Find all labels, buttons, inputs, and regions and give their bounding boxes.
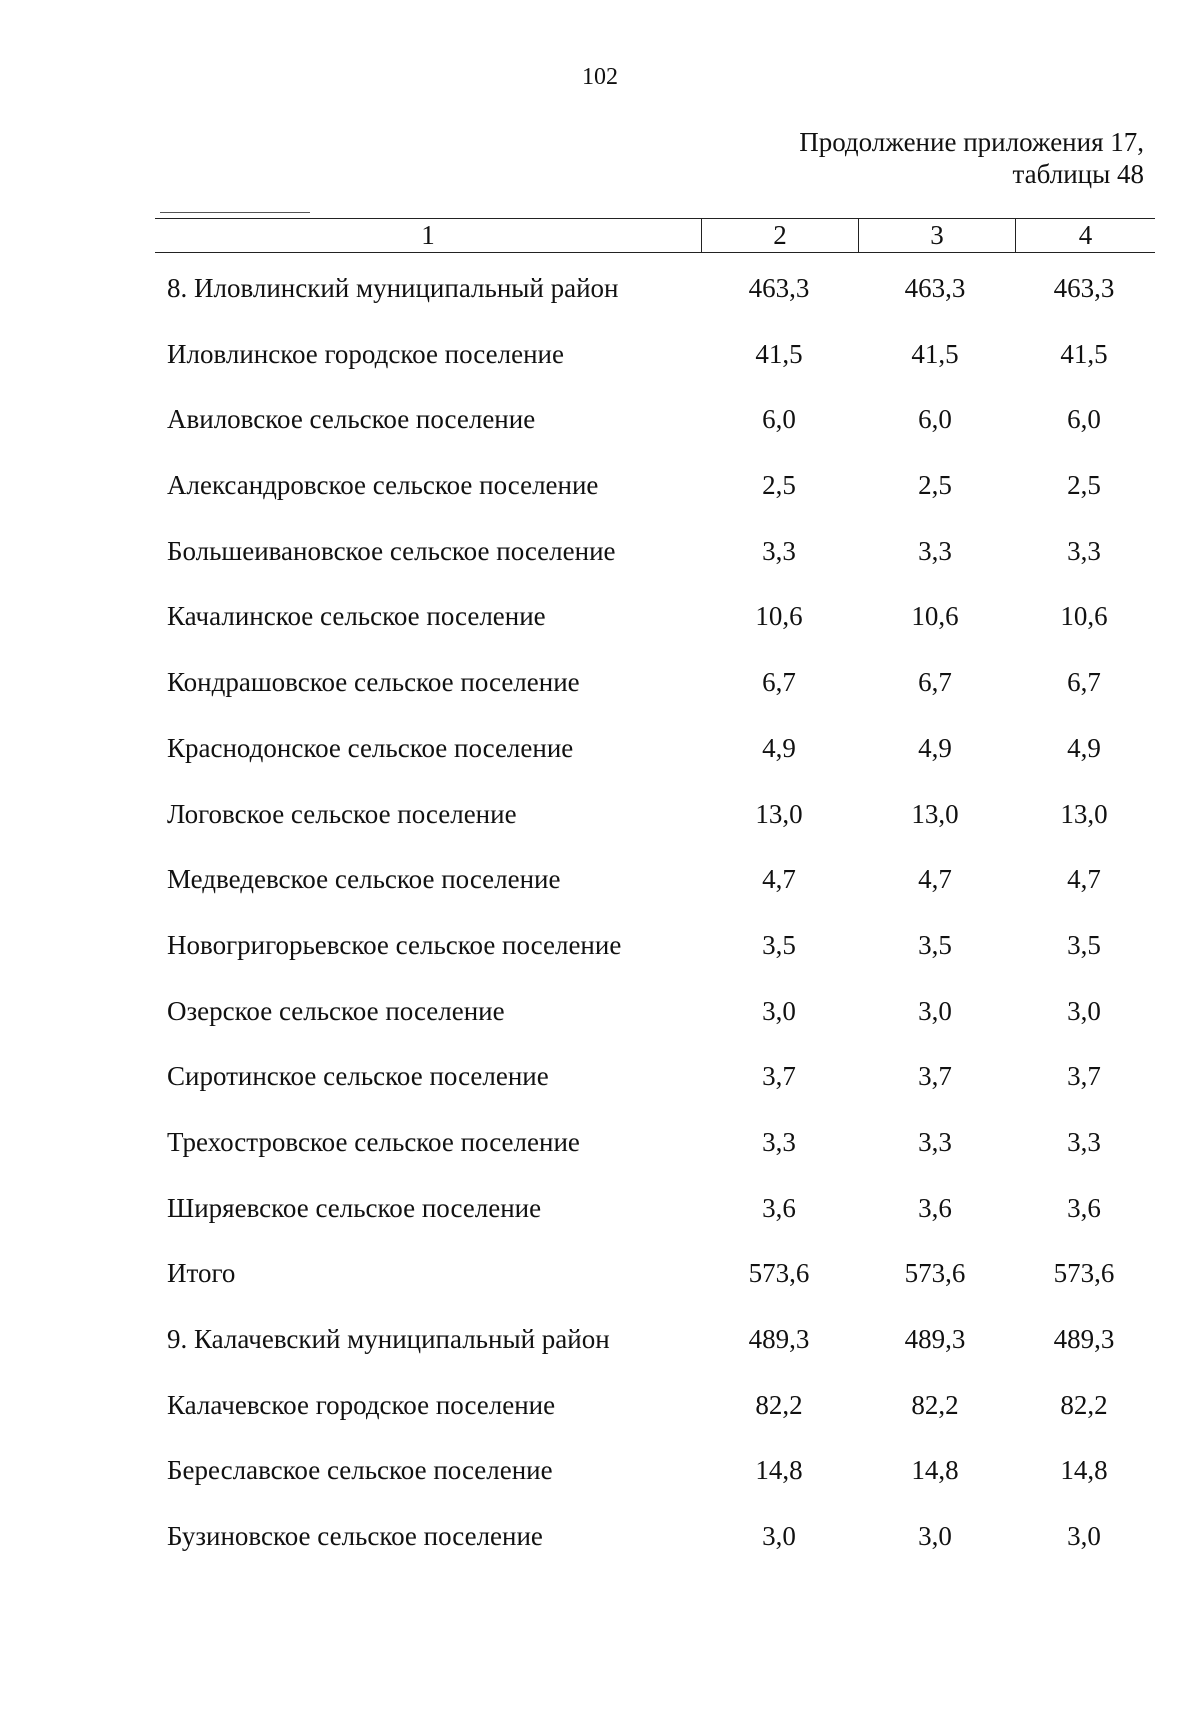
- row-value-col4: 4,7: [1067, 864, 1101, 895]
- row-value-col3: 41,5: [911, 338, 959, 369]
- row-value-col2: 14,8: [755, 1455, 803, 1486]
- row-name: Краснодонское сельское поселение: [167, 732, 574, 763]
- row-value-col4: 82,2: [1060, 1389, 1108, 1420]
- row-value-col2: 3,5: [762, 929, 796, 960]
- row-name: Ширяевское сельское поселение: [167, 1192, 542, 1223]
- row-value-col3: 3,0: [918, 1521, 952, 1552]
- row-value-col2: 6,0: [762, 404, 796, 435]
- row-value-col2: 3,0: [762, 995, 796, 1026]
- row-value-col3: 3,3: [918, 1126, 952, 1157]
- table-row: [155, 598, 1155, 664]
- table-row: [155, 1255, 1155, 1321]
- table-row: [155, 730, 1155, 796]
- row-value-col4: 6,7: [1067, 667, 1101, 698]
- row-value-col4: 13,0: [1060, 798, 1108, 829]
- row-value-col2: 4,9: [762, 732, 796, 763]
- row-value-col4: 3,3: [1067, 535, 1101, 566]
- row-value-col2: 4,7: [762, 864, 796, 895]
- row-name: Александровское сельское поселение: [167, 470, 599, 501]
- row-value-col2: 13,0: [755, 798, 803, 829]
- table-row: [155, 336, 1155, 402]
- table-row: [155, 927, 1155, 993]
- row-value-col3: 82,2: [911, 1389, 959, 1420]
- header-cell-2: 2: [701, 219, 858, 252]
- row-value-col4: 3,6: [1067, 1192, 1101, 1223]
- table-row: [155, 1321, 1155, 1387]
- row-value-col2: 2,5: [762, 470, 796, 501]
- continuation-line-2: таблицы 48: [1012, 159, 1144, 189]
- table-row: [155, 861, 1155, 927]
- row-value-col3: 4,9: [918, 732, 952, 763]
- table-row: [155, 1190, 1155, 1256]
- table-row: [155, 1518, 1155, 1584]
- row-name: Иловлинское городское поселение: [167, 338, 564, 369]
- row-value-col2: 3,3: [762, 1126, 796, 1157]
- table-body: [155, 270, 1155, 1584]
- table-row: [155, 401, 1155, 467]
- row-value-col3: 10,6: [911, 601, 959, 632]
- row-value-col3: 14,8: [911, 1455, 959, 1486]
- row-value-col2: 3,0: [762, 1521, 796, 1552]
- row-name: Качалинское сельское поселение: [167, 601, 546, 632]
- row-value-col4: 3,3: [1067, 1126, 1101, 1157]
- row-value-col3: 3,3: [918, 535, 952, 566]
- row-value-col2: 3,7: [762, 1061, 796, 1092]
- row-value-col4: 2,5: [1067, 470, 1101, 501]
- row-value-col3: 3,0: [918, 995, 952, 1026]
- row-value-col3: 13,0: [911, 798, 959, 829]
- row-value-col3: 2,5: [918, 470, 952, 501]
- row-value-col4: 3,7: [1067, 1061, 1101, 1092]
- row-value-col3: 6,7: [918, 667, 952, 698]
- row-name: Озерское сельское поселение: [167, 995, 505, 1026]
- row-value-col3: 573,6: [904, 1258, 966, 1289]
- row-value-col3: 3,5: [918, 929, 952, 960]
- row-value-col3: 4,7: [918, 864, 952, 895]
- row-value-col3: 6,0: [918, 404, 952, 435]
- continuation-note: [799, 126, 1144, 190]
- row-value-col2: 489,3: [748, 1324, 810, 1354]
- row-value-col2: 3,3: [762, 535, 796, 566]
- row-value-col2: 82,2: [755, 1389, 803, 1420]
- row-value-col2: 6,7: [762, 667, 796, 698]
- header-cell-3: 3: [858, 219, 1015, 252]
- table-row: [155, 1452, 1155, 1518]
- continuation-line-1: Продолжение приложения 17,: [799, 127, 1144, 157]
- row-name: Сиротинское сельское поселение: [167, 1061, 549, 1092]
- table-row: [155, 1124, 1155, 1190]
- table-row: [155, 664, 1155, 730]
- row-value-col4: 463,3: [1053, 273, 1115, 303]
- row-value-col3: 463,3: [904, 273, 966, 303]
- row-value-col4: 573,6: [1053, 1258, 1115, 1289]
- row-name: Береславское сельское поселение: [167, 1455, 553, 1486]
- header-cell-1: 1: [421, 220, 435, 250]
- table-row: [155, 796, 1155, 862]
- table-header: [155, 218, 1155, 253]
- row-value-col4: 3,0: [1067, 1521, 1101, 1552]
- row-name: Калачевское городское поселение: [167, 1389, 556, 1420]
- row-value-col3: 3,7: [918, 1061, 952, 1092]
- header-cell-4: 4: [1015, 219, 1155, 252]
- row-value-col4: 14,8: [1060, 1455, 1108, 1486]
- row-value-col4: 4,9: [1067, 732, 1101, 763]
- row-value-col4: 489,3: [1053, 1324, 1115, 1354]
- row-value-col4: 3,5: [1067, 929, 1101, 960]
- table-row: [155, 1058, 1155, 1124]
- row-value-col4: 6,0: [1067, 404, 1101, 435]
- row-name: Новогригорьевское сельское поселение: [167, 929, 622, 960]
- table-row: [155, 1387, 1155, 1453]
- row-name: 9. Калачевский муниципальный район: [167, 1324, 610, 1354]
- row-value-col4: 41,5: [1060, 338, 1108, 369]
- row-name: Кондрашовское сельское поселение: [167, 667, 580, 698]
- row-name: Авиловское сельское поселение: [167, 404, 536, 435]
- row-value-col4: 10,6: [1060, 601, 1108, 632]
- row-name: Бузиновское сельское поселение: [167, 1521, 543, 1552]
- row-value-col2: 463,3: [748, 273, 810, 303]
- row-value-col3: 3,6: [918, 1192, 952, 1223]
- top-rule: [160, 212, 310, 213]
- row-name: Медведевское сельское поселение: [167, 864, 561, 895]
- row-name: Трехостровское сельское поселение: [167, 1126, 580, 1157]
- table-row: [155, 467, 1155, 533]
- row-value-col2: 573,6: [748, 1258, 810, 1289]
- page-number: 102: [582, 64, 618, 90]
- table-row: [155, 270, 1155, 336]
- row-value-col2: 10,6: [755, 601, 803, 632]
- row-value-col2: 3,6: [762, 1192, 796, 1223]
- table-row: [155, 533, 1155, 599]
- row-name: 8. Иловлинский муниципальный район: [167, 273, 619, 303]
- row-name: Логовское сельское поселение: [167, 798, 517, 829]
- row-value-col3: 489,3: [904, 1324, 966, 1354]
- row-value-col4: 3,0: [1067, 995, 1101, 1026]
- row-name: Итого: [167, 1258, 236, 1289]
- row-value-col2: 41,5: [755, 338, 803, 369]
- table-row: [155, 993, 1155, 1059]
- row-name: Большеивановское сельское поселение: [167, 535, 616, 566]
